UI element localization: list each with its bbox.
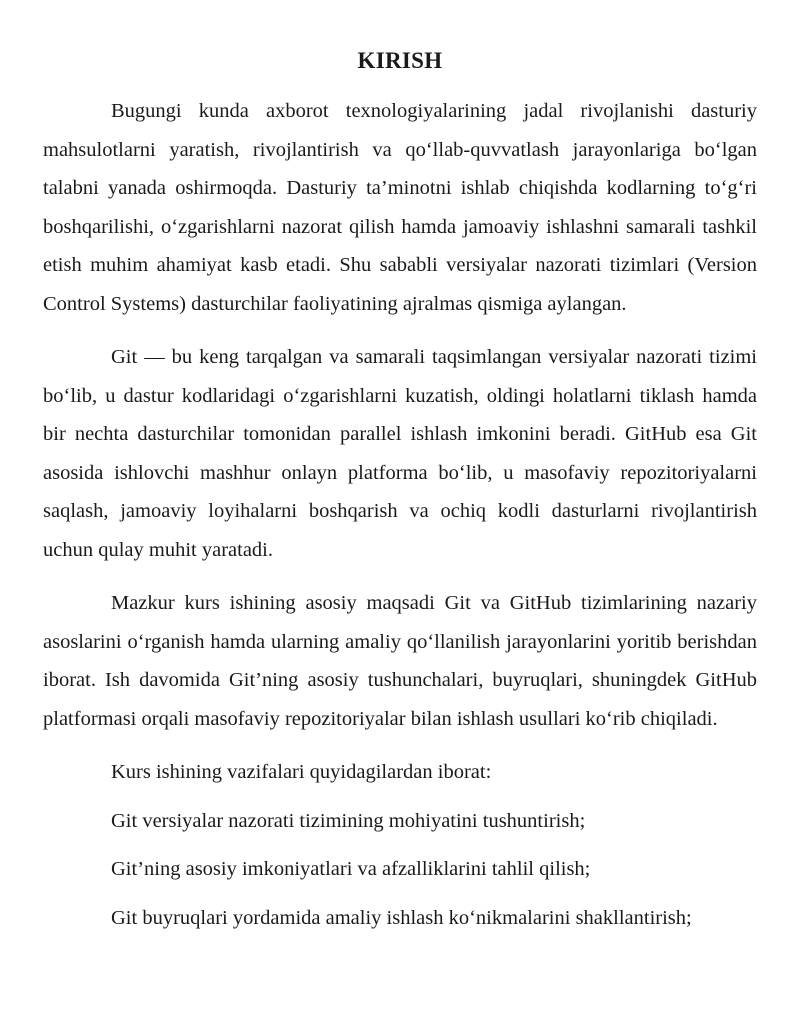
page-title: KIRISH bbox=[357, 48, 443, 73]
task-item: Git’ning asosiy imkoniyatlari va afzalliklarini tahlil qilish; bbox=[111, 858, 591, 880]
tasks-intro: Kurs ishining vazifalari quyidagilardan iborat: bbox=[111, 761, 492, 783]
paragraph-purpose: Mazkur kurs ishining asosiy maqsadi Git va GitHub tizimlarining nazariy asoslarini o‘rganish hamda ularning amaliy qo‘llanilish jarayonlarini yoritib berishdan iborat. Ish davomida Git’ning asosiy tushunchalari, buyruqlari, shuningdek GitHub platformasi orqali masofaviy repozitoriyalar bilan ishlash usullari ko‘rib chiqiladi. bbox=[43, 592, 757, 730]
paragraph-intro: Bugungi kunda axborot texnologiyalarining jadal rivojlanishi dasturiy mahsulotlarni yaratish, rivojlantirish va qo‘llab-quvvatlash jarayonlariga bo‘lgan talabni yanada oshirmoqda. Dasturiy ta’minotni ishlab chiqishda kodlarning to‘g‘ri boshqarilishi, o‘zgarishlarni nazorat qilish hamda jamoaviy ishlashni samarali tashkil etish muhim ahamiyat kasb etadi. Shu sababli versiyalar nazorati tizimlari (Version Control Systems) dasturchilar faoliyatining ajralmas qismiga aylangan. bbox=[43, 100, 757, 315]
task-item: Git buyruqlari yordamida amaliy ishlash ko‘nikmalarini shakllantirish; bbox=[111, 906, 692, 929]
paragraph-git-github: Git — bu keng tarqalgan va samarali taqsimlangan versiyalar nazorati tizimi bo‘lib, u dastur kodlaridagi o‘zgarishlarni kuzatish, oldingi holatlarni tiklash hamda bir nechta dasturchilar tomonidan parallel ishlash imkonini beradi. GitHub esa Git asosida ishlovchi mashhur onlayn platforma bo‘lib, u masofaviy repozitoriyalarni saqlash, jamoaviy loyihalarni boshqarish va ochiq kodli dasturlarni rivojlantirish uchun qulay muhit yaratadi. bbox=[43, 346, 757, 561]
task-item: Git versiyalar nazorati tizimining mohiyatini tushuntirish; bbox=[111, 809, 586, 832]
